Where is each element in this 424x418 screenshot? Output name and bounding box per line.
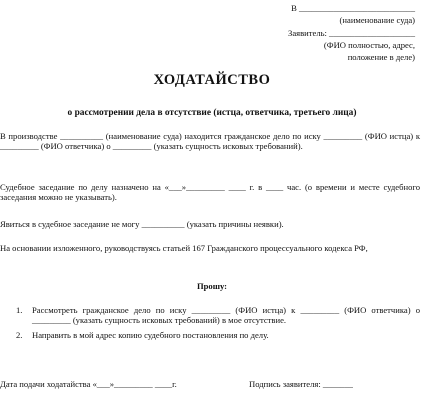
document-subtitle: о рассмотрении дела в отсутствие (истца, ответчика, третьего лица) bbox=[67, 108, 357, 118]
applicant-hint-role: положение в деле) bbox=[347, 52, 415, 62]
list-item bbox=[16, 330, 420, 340]
applicant-hint: (ФИО полностью, адрес, bbox=[323, 40, 415, 50]
applicant-line: Заявитель: ____________________ bbox=[288, 28, 415, 38]
paragraph-absence-reason: Явиться в судебное заседание не могу __________ (указать причины неявки). bbox=[0, 219, 284, 229]
list-item-text: Рассмотреть гражданское дело по иску _________ (ФИО истца) к _________ (ФИО ответчика) о _________ (указать сущность исковых требований) в мое отсутствие. bbox=[32, 305, 420, 326]
list-item-text: Направить в мой адрес копию судебного постановления по делу. bbox=[32, 330, 269, 340]
footer-date: Дата подачи ходатайства «___»_________ ____г. bbox=[0, 379, 177, 389]
paragraph-legal-basis: На основании изложенного, руководствуясь статьей 167 Гражданского процессуального кодекса РФ, bbox=[0, 243, 368, 253]
document-title: ХОДАТАЙСТВО bbox=[153, 72, 271, 88]
list-item-number: 2. bbox=[16, 330, 23, 340]
footer-signature: Подпись заявителя: _______ bbox=[249, 379, 353, 389]
paragraph-hearing-date: Судебное заседание по делу назначено на «___»_________ ____ г. в ____ час. (о времени и месте судебного заседания можно не указывать). bbox=[0, 182, 420, 203]
paragraph-case-info: В производстве __________ (наименование суда) находится гражданское дело по иску _________ (ФИО истца) к _________ (ФИО ответчика) о _________ (указать сущность исковых требований). bbox=[0, 131, 420, 152]
court-line: В ___________________________ bbox=[291, 3, 415, 13]
list-item bbox=[16, 305, 420, 325]
request-heading: Прошу: bbox=[196, 281, 228, 291]
list-item-number: 1. bbox=[16, 305, 23, 315]
court-hint: (наименование суда) bbox=[339, 15, 415, 25]
